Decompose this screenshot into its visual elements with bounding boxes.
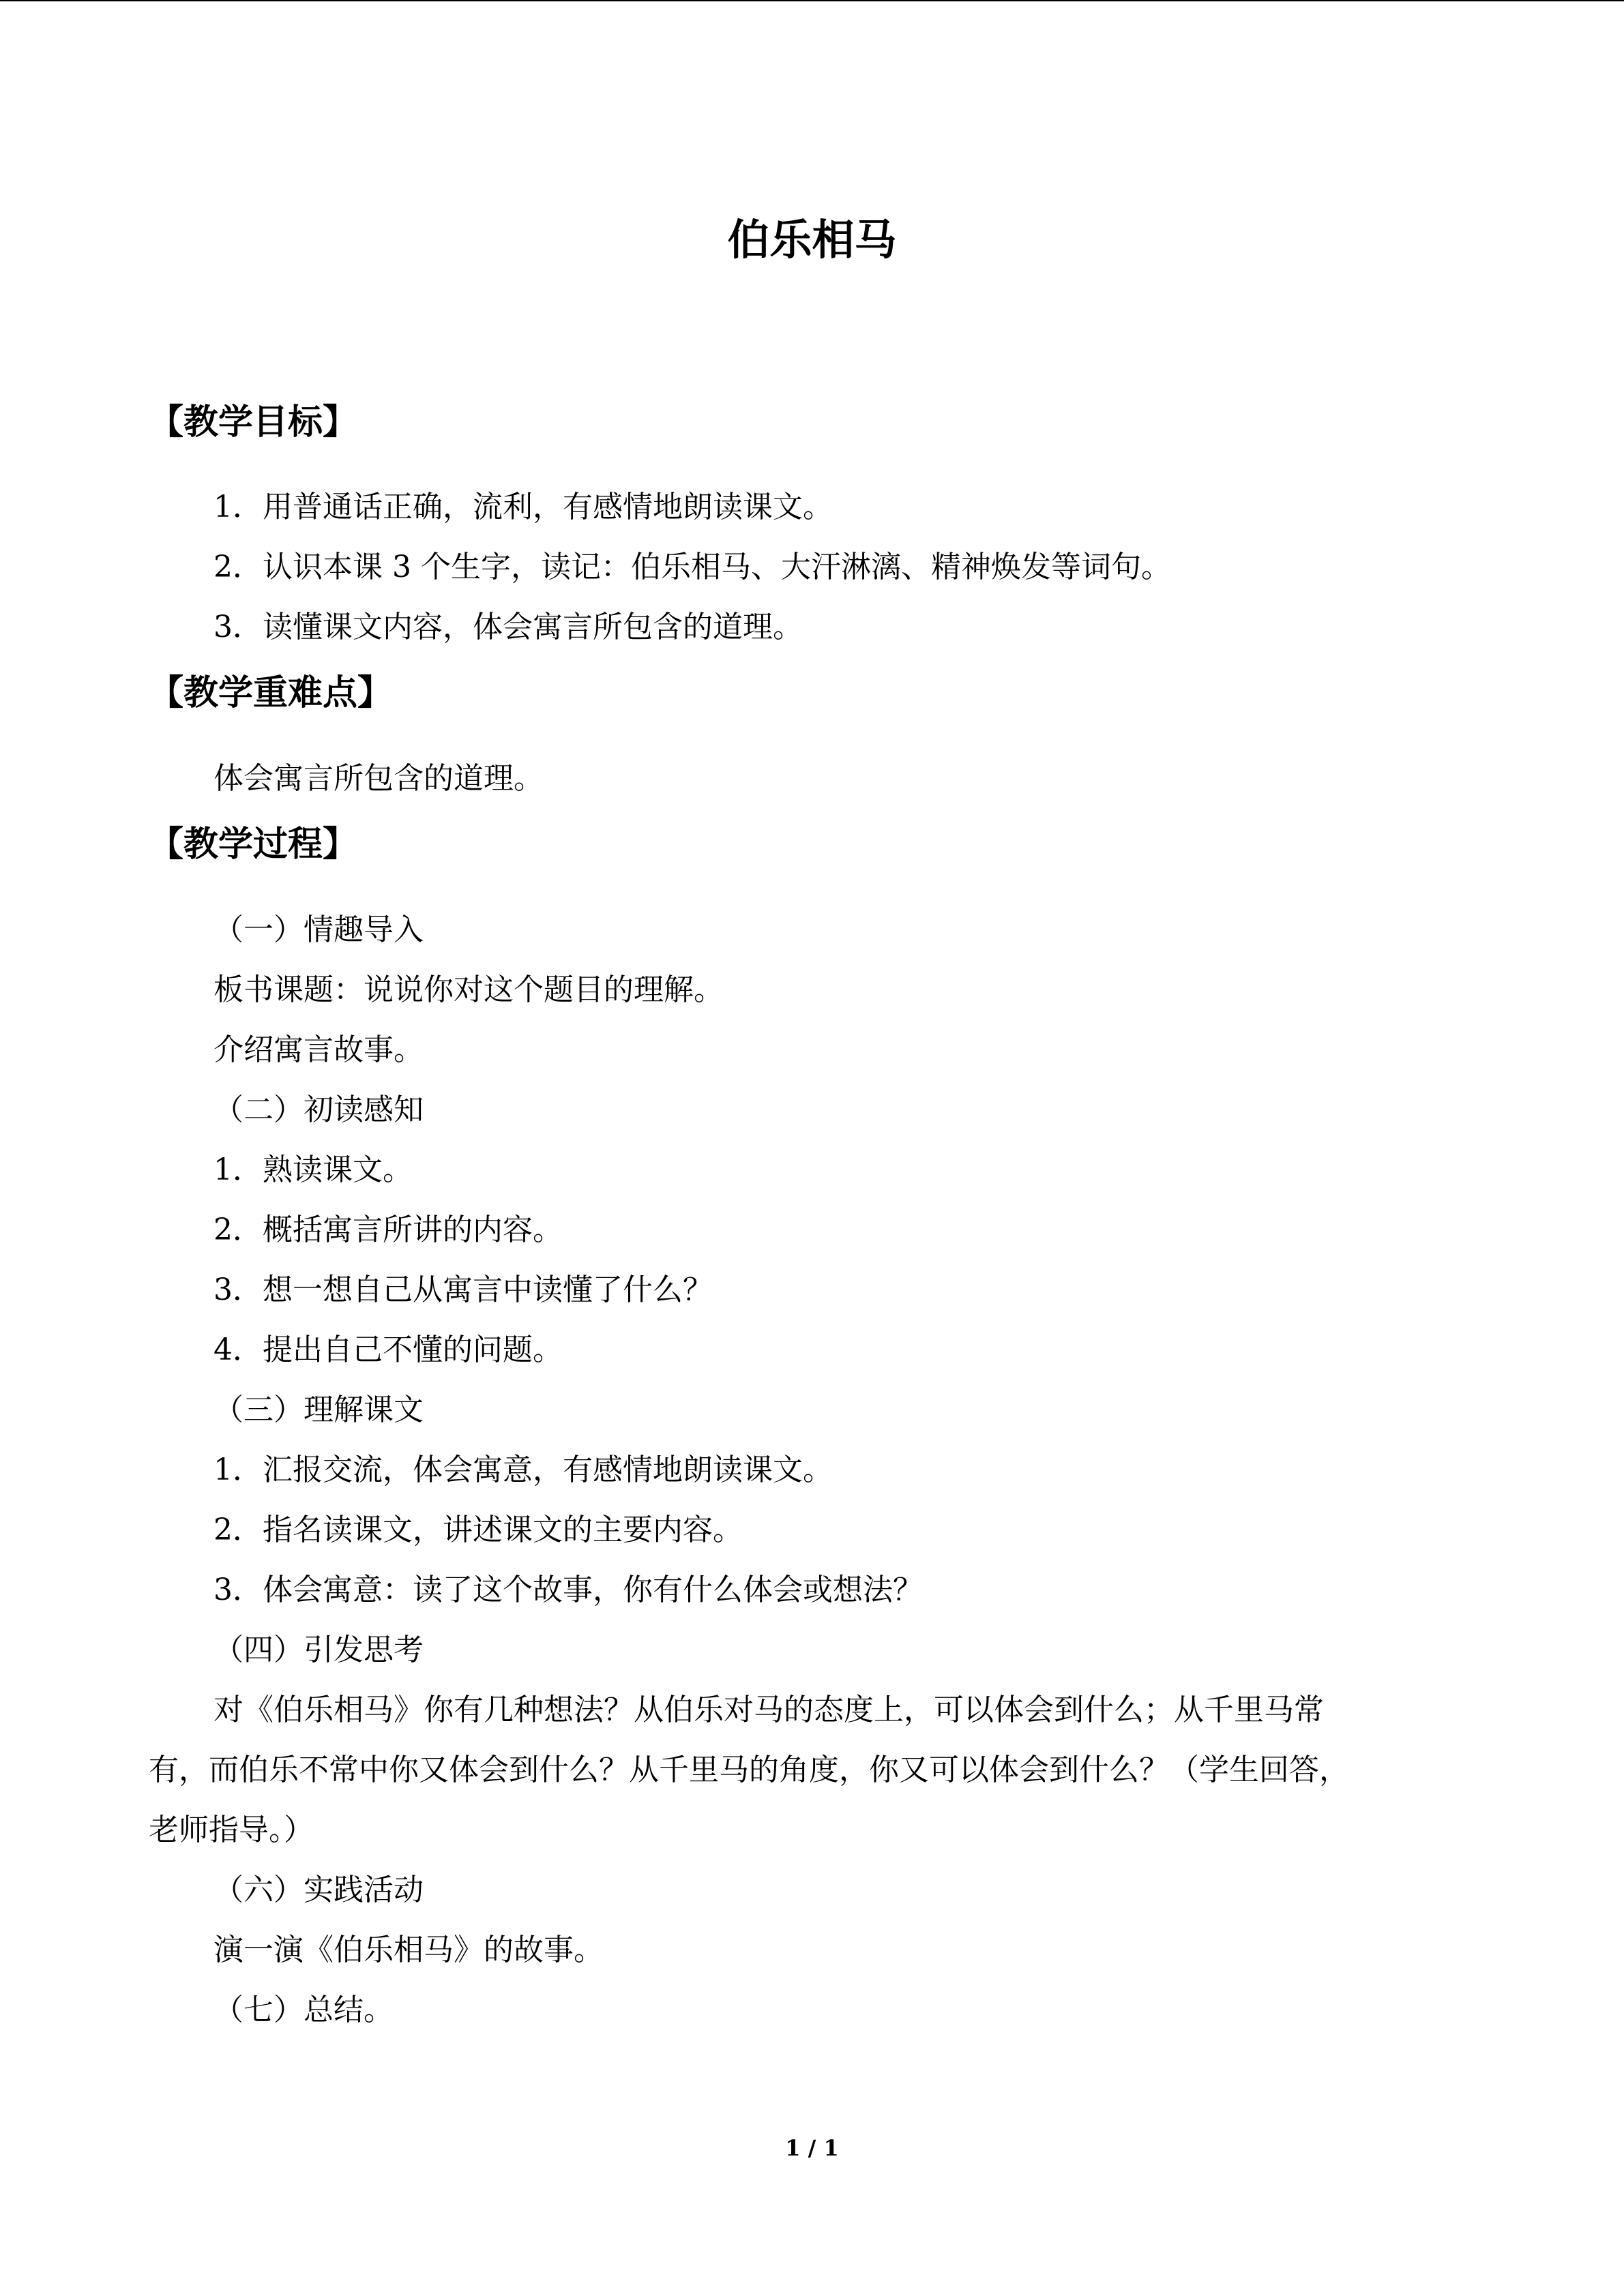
reflection-paragraph-line-2: 有，而伯乐不常中你又体会到什么？从千里马的角度，你又可以体会到什么？（学生回答， [149, 1753, 1349, 1787]
reflection-paragraph-line-3: 老师指导。） [149, 1813, 314, 1847]
page-top-border [0, 0, 1624, 1]
page-number: 1 / 1 [785, 2135, 839, 2161]
process-line-15: 演一演《伯乐相马》的故事。 [213, 1933, 604, 1967]
process-line-5: 1．熟读课文。 [213, 1152, 413, 1187]
process-line-3: 介绍寓言故事。 [213, 1032, 424, 1067]
process-line-14: （六）实践活动 [213, 1873, 424, 1907]
process-line-4: （二）初读感知 [213, 1092, 424, 1127]
process-line-8: 4．提出自己不懂的问题。 [213, 1332, 563, 1367]
document-title: 伯乐相马 [727, 215, 897, 265]
objective-item-1: 1．用普通话正确，流利，有感情地朗读课文。 [213, 490, 833, 524]
process-line-1: （一）情趣导入 [213, 912, 424, 947]
process-line-9: （三）理解课文 [213, 1392, 424, 1427]
process-line-16: （七）总结。 [213, 1993, 394, 2027]
process-line-11: 2．指名读课文，讲述课文的主要内容。 [213, 1512, 743, 1547]
objective-item-3: 3．读懂课文内容，体会寓言所包含的道理。 [213, 610, 803, 644]
section-heading-objectives: 【教学目标】 [149, 402, 358, 443]
process-line-6: 2．概括寓言所讲的内容。 [213, 1212, 563, 1247]
objective-item-2: 2．认识本课 3 个生字，读记：伯乐相马、大汗淋漓、精神焕发等词句。 [213, 550, 1171, 584]
process-line-7: 3．想一想自己从寓言中读懂了什么？ [213, 1272, 713, 1307]
section-heading-key-points: 【教学重难点】 [149, 673, 393, 713]
key-points-text: 体会寓言所包含的道理。 [213, 761, 544, 796]
reflection-paragraph-line-1: 对《伯乐相马》你有几种想法？从伯乐对马的态度上，可以体会到什么；从千里马常 [213, 1693, 1324, 1727]
section-heading-process: 【教学过程】 [149, 824, 358, 865]
process-line-13: （四）引发思考 [213, 1632, 424, 1667]
process-line-10: 1．汇报交流，体会寓意，有感情地朗读课文。 [213, 1452, 833, 1487]
process-line-12: 3．体会寓意：读了这个故事，你有什么体会或想法？ [213, 1572, 923, 1607]
process-line-2: 板书课题：说说你对这个题目的理解。 [213, 972, 724, 1007]
